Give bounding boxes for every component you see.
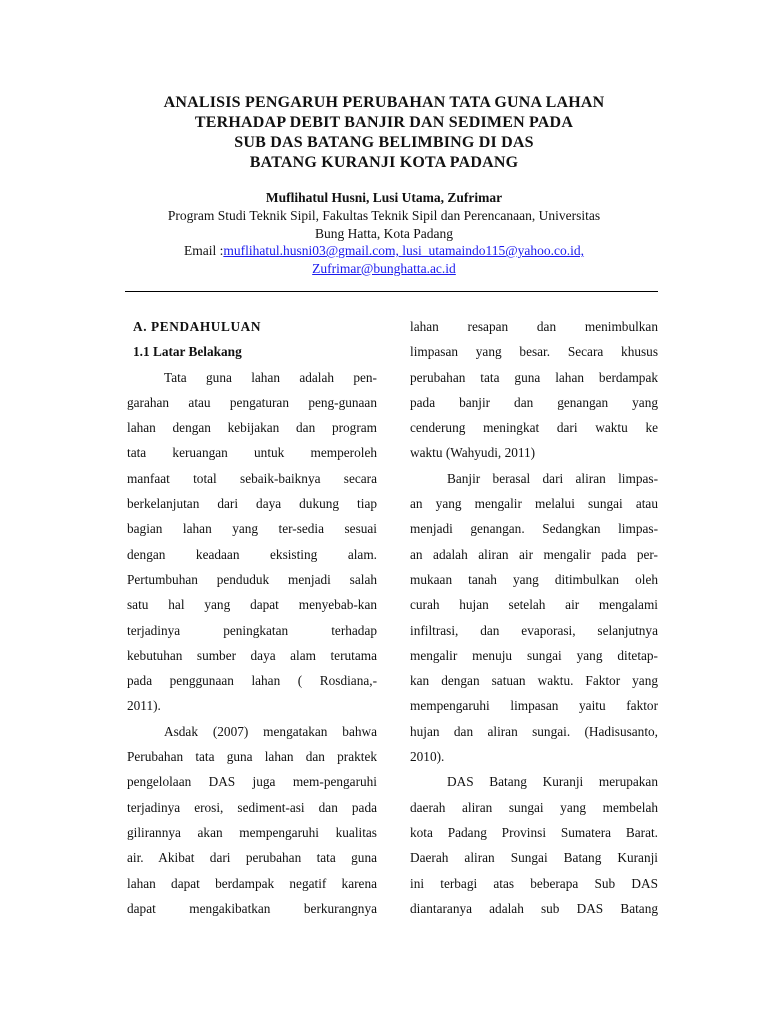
body-line: terjadinya peningkatan terhadap xyxy=(127,622,377,638)
affiliation-line: Bung Hatta, Kota Padang xyxy=(315,225,453,241)
body-line: daerah aliran sungai yang membelah xyxy=(410,799,658,815)
body-line: 2011). xyxy=(127,698,161,714)
body-line: menjadi genangan. Sedangkan limpas- xyxy=(410,521,658,537)
body-line: tata keruangan untuk memperoleh xyxy=(127,445,377,461)
body-line: air. Akibat dari perubahan tata guna xyxy=(127,850,377,866)
body-line: kan dengan satuan waktu. Faktor yang xyxy=(410,673,658,689)
body-line: limpasan yang besar. Secara khusus xyxy=(410,344,658,360)
body-line: satu hal yang dapat menyebab-kan xyxy=(127,597,377,613)
subsection-heading: 1.1 Latar Belakang xyxy=(133,344,242,360)
body-line: manfaat total sebaik-baiknya secara xyxy=(127,470,377,486)
body-line: mempengaruhi limpasan yaitu faktor xyxy=(410,698,658,714)
body-line: lahan dengan kebijakan dan program xyxy=(127,420,377,436)
email-label: Email : xyxy=(183,243,224,258)
paper-title xyxy=(0,93,768,173)
body-line: bagian lahan yang ter-sedia sesuai xyxy=(127,521,377,537)
body-line: waktu (Wahyudi, 2011) xyxy=(410,445,536,461)
title-line: SUB DAS BATANG BELIMBING DI DAS xyxy=(234,134,534,151)
body-line: terjadinya erosi, sediment-asi dan pada xyxy=(127,799,377,815)
header-divider xyxy=(125,291,658,292)
body-line: perubahan tata guna lahan berdampak xyxy=(410,369,658,385)
body-line: Perubahan tata guna lahan dan praktek xyxy=(127,749,377,765)
body-line: mukaan tanah yang ditimbulkan oleh xyxy=(410,571,658,587)
section-heading: A. PENDAHULUAN xyxy=(133,319,262,334)
title-line: ANALISIS PENGARUH PERUBAHAN TATA GUNA LAHAN xyxy=(163,94,605,111)
body-line: ini terbagi atas beberapa Sub DAS xyxy=(410,875,658,891)
body-line: hujan dan aliran sungai. (Hadisusanto, xyxy=(410,723,658,739)
title-line: BATANG KURANJI KOTA PADANG xyxy=(249,154,519,171)
body-line: lahan dapat berdampak negatif karena xyxy=(127,875,377,891)
body-line: DAS Batang Kuranji merupakan xyxy=(447,774,658,790)
email-link[interactable]: muflihatul.husni03@gmail.com, lusi_utamaindo115@yahoo.co.id, xyxy=(223,243,585,258)
body-line: pada banjir dan genangan yang xyxy=(410,394,658,410)
email-line xyxy=(0,242,768,260)
body-line: infiltrasi, dan evaporasi, selanjutnya xyxy=(410,622,658,638)
body-line: dapat mengakibatkan berkurangnya xyxy=(127,900,377,916)
body-line: lahan resapan dan menimbulkan xyxy=(410,319,658,334)
body-line: mengalir menuju sungai yang ditetap- xyxy=(410,647,658,663)
body-line: an yang mengalir melalui sungai atau xyxy=(410,496,658,512)
email-link[interactable]: Zufrimar@bunghatta.ac.id xyxy=(312,260,456,276)
body-line: garahan atau pengaturan peng-gunaan xyxy=(127,394,377,410)
body-line: pengelolaan DAS juga mem-pengaruhi xyxy=(127,774,377,790)
body-line: dengan keadaan eksisting alam. xyxy=(127,546,377,562)
affiliation-line: Program Studi Teknik Sipil, Fakultas Teknik Sipil dan Perencanaan, Universitas xyxy=(167,208,601,223)
body-line: diantaranya adalah sub DAS Batang xyxy=(410,900,658,916)
body-line: kota Padang Provinsi Sumatera Barat. xyxy=(410,824,658,840)
body-line: curah hujan setelah air mengalami xyxy=(410,597,658,613)
body-line: Daerah aliran Sungai Batang Kuranji xyxy=(410,850,658,866)
right-column xyxy=(410,314,658,921)
left-column xyxy=(127,314,377,921)
body-line: Tata guna lahan adalah pen- xyxy=(164,369,377,385)
title-line: TERHADAP DEBIT BANJIR DAN SEDIMEN PADA xyxy=(194,114,574,131)
email-line xyxy=(0,260,768,278)
body-line: an adalah aliran air mengalir pada per- xyxy=(410,546,658,562)
body-line: gilirannya akan mempengaruhi kualitas xyxy=(127,824,377,840)
body-line: berkelanjutan dari daya dukung tiap xyxy=(127,496,377,512)
author-list: Muflihatul Husni, Lusi Utama, Zufrimar xyxy=(265,190,503,205)
body-line: cenderung meningkat dari waktu ke xyxy=(410,420,658,436)
body-line: kebutuhan sumber daya alam terutama xyxy=(127,647,377,663)
affiliation-block xyxy=(0,207,768,277)
body-line: 2010). xyxy=(410,749,445,765)
body-line: Asdak (2007) mengatakan bahwa xyxy=(164,723,377,739)
body-line: pada penggunaan lahan ( Rosdiana,- xyxy=(127,673,377,689)
body-line: Pertumbuhan penduduk menjadi salah xyxy=(127,571,377,587)
body-line: Banjir berasal dari aliran limpas- xyxy=(447,470,658,486)
